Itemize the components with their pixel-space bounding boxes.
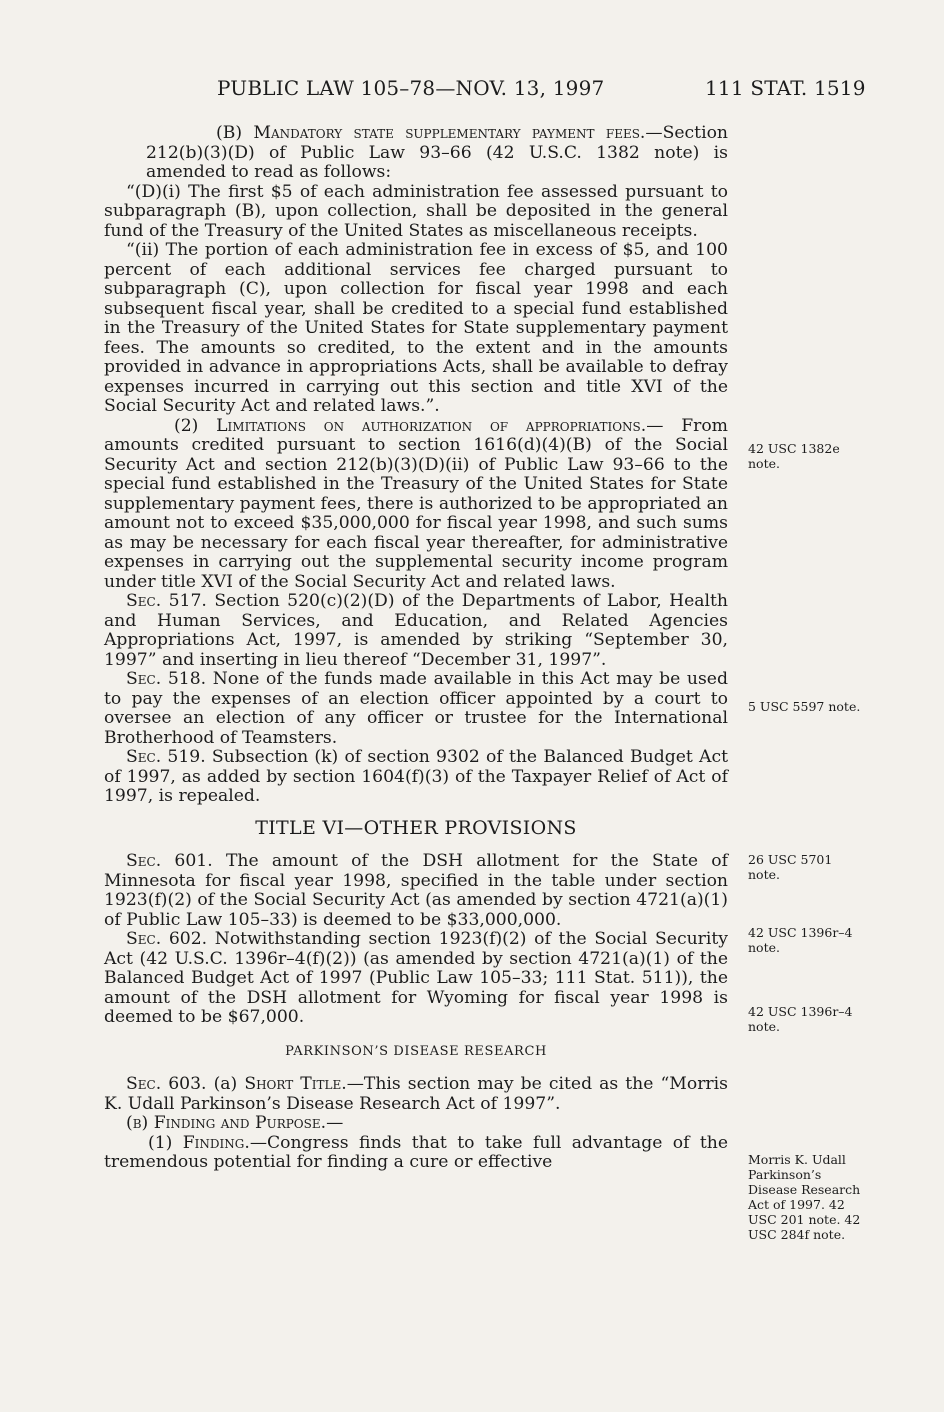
section-603: Sec. 603. (a) Short Title.—This section may be cited as the “Morris K. Udall Parkinson’s Disease Research Act of 1997”. — [104, 1074, 728, 1114]
finding-and-purpose: (b) Finding and Purpose.— — [126, 1113, 344, 1133]
section-601: Sec. 601. The amount of the DSH allotment for the State of Minnesota for fiscal year 1998, specified in the table under section 1923(f)(2) of the Social Security Act (as amended by section 4721(a)(1) of Public Law 105–33) is deemed to be $33,000,000. — [104, 851, 728, 930]
section-518: Sec. 518. None of the funds made available in this Act may be used to pay the expenses of an election officer appointed by a court to oversee an election of any officer or trustee for the International Brotherhood of Teamsters. — [104, 669, 728, 748]
margin-note-1396r-4-a: 42 USC 1396r–4 note. — [748, 925, 853, 955]
body-text — [104, 124, 728, 1173]
running-header-title: PUBLIC LAW 105–78—NOV. 13, 1997 — [217, 76, 605, 100]
subheading-parkinsons: PARKINSON’S DISEASE RESEARCH — [285, 1043, 547, 1059]
margin-note-5597: 5 USC 5597 note. — [748, 699, 861, 714]
running-header-page: 111 STAT. 1519 — [705, 76, 866, 100]
margin-note-udall-act: Morris K. Udall Parkinson’s Disease Research Act of 1997. 42 USC 201 note. 42 USC 284f note. — [748, 1152, 861, 1242]
paragraph-d-ii: “(ii) The portion of each administration fee in excess of $5, and 100 percent of each additional services fee charged pursuant to subparagraph (C), upon collection for fiscal year 1998 and each subsequent fiscal year, shall be credited to a special fund established in the Treasury of the United States for State supplementary payment fees. The amounts so credited, to the extent and in the amounts provided in advance in appropriations Acts, shall be available to defray expenses incurred in carrying out this section and title XVI of the Social Security Act and related laws.”. — [104, 240, 728, 416]
section-517: Sec. 517. Section 520(c)(2)(D) of the Departments of Labor, Health and Human Services, and Education, and Related Agencies Appropriations Act, 1997, is amended by striking “September 30, 1997” and inserting in lieu thereof “December 31, 1997”. — [104, 591, 728, 670]
paragraph-mandatory-fees: (B) Mandatory state supplementary payment fees.—Section 212(b)(3)(D) of Public Law 93–66 (42 U.S.C. 1382 note) is amended to read as follows: — [146, 123, 728, 182]
margin-note-1382e: 42 USC 1382e note. — [748, 441, 840, 471]
finding-paragraph: (1) Finding.—Congress finds that to take full advantage of the tremendous potential for finding a cure or effective — [104, 1132, 728, 1172]
margin-note-5701: 26 USC 5701 note. — [748, 852, 833, 882]
title-vi-heading: TITLE VI—OTHER PROVISIONS — [255, 816, 577, 839]
paragraph-limitations: (2) Limitations on authorization of appropriations.— From amounts credited pursuant to section 1616(d)(4)(B) of the Social Security Act and section 212(b)(3)(D)(ii) of Public Law 93–66 to the special fund established in the Treasury of the United States for State supplementary payment fees, there is authorized to be appropriated an amount not to exceed $35,000,000 for fiscal year 1998, and such sums as may be necessary for each fiscal year thereafter, for administrative expenses in carrying out the supplemental security income program under title XVI of the Social Security Act and related laws. — [104, 415, 728, 592]
margin-note-1396r-4-b: 42 USC 1396r–4 note. — [748, 1004, 853, 1034]
section-519: Sec. 519. Subsection (k) of section 9302 of the Balanced Budget Act of 1997, as added by section 1604(f)(3) of the Taxpayer Relief of Act of 1997, is repealed. — [104, 747, 728, 806]
section-602: Sec. 602. Notwithstanding section 1923(f)(2) of the Social Security Act (42 U.S.C. 1396r–4(f)(2)) (as amended by section 4721(a)(1) of the Balanced Budget Act of 1997 (Public Law 105–33; 111 Stat. 511)), the amount of the DSH allotment for Wyoming for fiscal year 1998 is deemed to be $67,000. — [104, 929, 728, 1027]
paragraph-d-i: “(D)(i) The first $5 of each administration fee assessed pursuant to subparagraph (B), upon collection, shall be deposited in the general fund of the Treasury of the United States as miscellaneous receipts. — [104, 181, 728, 241]
